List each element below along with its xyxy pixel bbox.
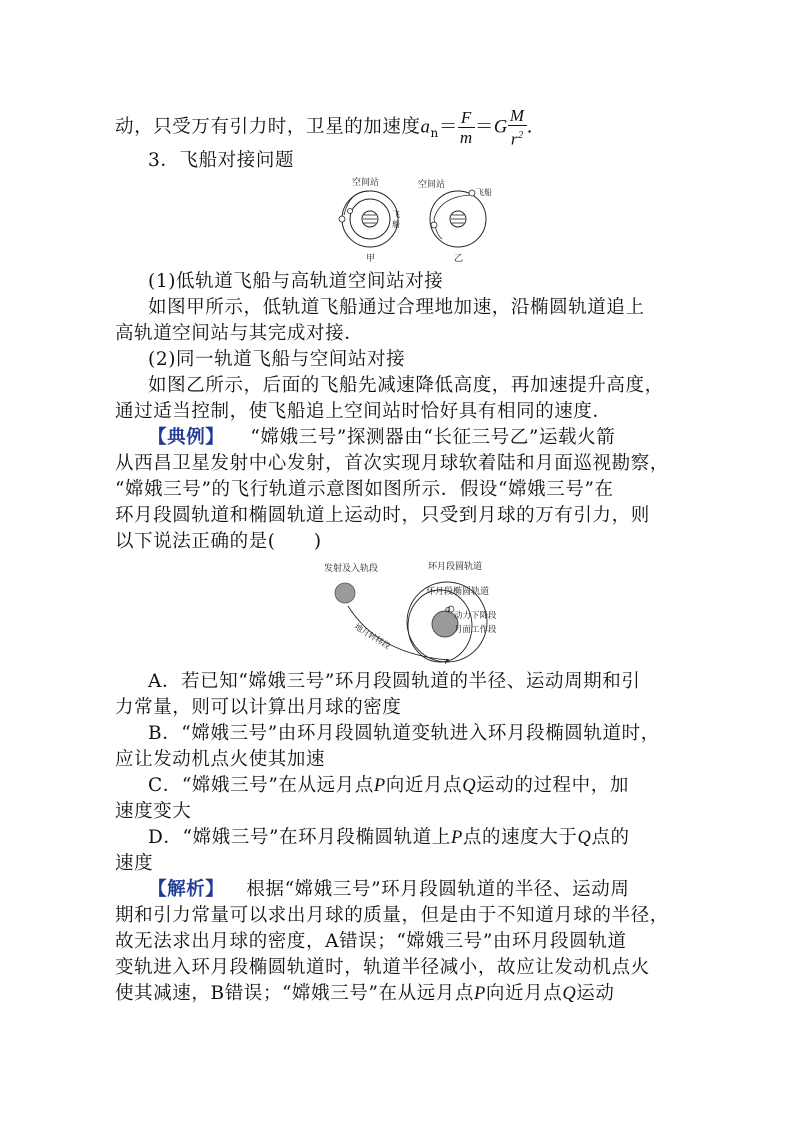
example-line5: 以下说法正确的是( ) [115,531,322,552]
sub1-line2: 高轨道空间站与其完成对接． [115,323,364,344]
optD-Q: Q [577,828,592,848]
optC-b: 向近月点 [385,775,463,796]
symbol-G: G [493,117,508,138]
fraction-F-over-m [458,108,475,147]
surface-label: 月面工作段 [454,625,497,635]
eq1: ＝ [438,116,458,138]
analysis-line1 [148,878,629,902]
option-b-line2: 应让发动机点火使其加速 [115,749,326,770]
option-c-line2: 速度变大 [115,801,192,822]
descent-label: 动力下降段 [454,611,497,621]
frac-F: F [458,108,475,128]
analysis-l1-text: 根据“嫦娥三号”环月段圆轨道的半径、运动周 [246,879,630,900]
optD-P: P [450,828,463,848]
Q-label: Q [445,606,451,614]
frac-M: M [509,106,525,125]
frac-sup: 2 [518,130,524,141]
sub1-title: (1)低轨道飞船与高轨道空间站对接 [148,271,444,292]
ship-label-jia [392,210,400,229]
sub2-line1: 如图乙所示，后面的飞船先减速降低高度，再加速提升高度， [148,375,664,396]
eq2: ＝ [474,116,494,138]
optD-c: 点的 [591,827,630,848]
optD-b: 点的速度大于 [462,827,578,848]
caption-jia: 甲 [366,254,376,264]
analysis-P: P [474,984,486,1004]
frac-r: r [510,129,519,149]
line1-end: . [526,116,534,138]
change3-orbit-figure [318,556,518,666]
symbol-a-sub: n [430,126,439,141]
option-b-line1: B．“嫦娥三号”由环月段圆轨道变轨进入环月段椭圆轨道时， [148,723,660,744]
frac-m: m [459,127,473,147]
analysis-line3: 故无法求出月球的密度，A错误；“嫦娥三号”由环月段圆轨道 [115,931,627,952]
heading-3: 3．飞船对接问题 [148,150,295,171]
analysis-line5 [115,982,615,1006]
symbol-a: a [420,117,431,138]
optC-Q: Q [462,776,477,796]
earth [335,583,355,603]
sub2-title: (2)同一轨道飞船与空间站对接 [148,349,406,370]
ship-label-yi: 飞船 [476,188,492,197]
diagram-jia [339,176,400,264]
ellipse-orbit-label: 环月段椭圆轨道 [426,587,490,597]
option-d-line1 [148,826,630,850]
diagram-yi [418,178,492,264]
ship-char2: 船 [392,220,400,229]
line-formula [115,106,533,149]
analysis-l5-a: 使其减速，B错误；“嫦娥三号”在从远月点 [115,983,475,1004]
analysis-Q: Q [562,984,577,1004]
example-line2: 从西昌卫星发射中心发射，首次实现月球软着陆和月面巡视勘察， [115,453,669,474]
station-label-jia: 空间站 [352,178,380,188]
circle-orbit-label: 环月段圆轨道 [428,562,483,572]
example-line4: 环月段圆轨道和椭圆轨道上运动时，只受到月球的万有引力，则 [115,505,650,526]
optC-c: 运动的过程中，加 [476,775,629,796]
option-d-line2: 速度 [115,853,154,874]
option-c-line1 [148,774,629,798]
analysis-line2: 期和引力常量可以求出月球的质量，但是由于不知道月球的半径， [115,905,669,926]
sub1-line1: 如图甲所示，低轨道飞船通过合理地加速，沿椭圆轨道追上 [148,297,645,318]
transfer-label: 地月转移段 [352,622,392,651]
fraction-M-over-r2 [508,106,527,149]
caption-yi: 乙 [454,254,464,264]
ship-dot-jia [339,216,345,222]
analysis-tag: 【解析】 [148,879,225,900]
station-label-yi: 空间站 [418,180,446,190]
example-line3: “嫦娥三号”的飞行轨道示意图如图所示．假设“嫦娥三号”在 [115,479,614,500]
analysis-l5-c: 运动 [576,983,615,1004]
option-a-line1: A．若已知“嫦娥三号”环月段圆轨道的半径、运动周期和引 [148,671,641,692]
P-label: P [445,658,450,666]
line1-text: 动，只受万有引力时，卫星的加速度 [115,116,421,138]
ship-char1: 飞 [392,210,400,219]
example-line1 [148,426,615,450]
option-a-line2: 力常量，则可以计算出月球的密度 [115,697,402,718]
launch-label: 发射及入轨段 [324,564,379,574]
optC-a: C．“嫦娥三号”在从远月点 [148,775,374,796]
sub2-line2: 通过适当控制，使飞船追上空间站时恰好具有相同的速度． [115,401,612,422]
optC-P: P [373,776,386,796]
analysis-line4: 变轨进入环月段椭圆轨道时，轨道半径减小，故应让发动机点火 [115,957,650,978]
analysis-l5-b: 向近月点 [485,983,563,1004]
example-tag: 【典例】 [148,427,225,448]
optD-a: D．“嫦娥三号”在环月段椭圆轨道上 [148,827,451,848]
example-l1-text: “嫦娥三号”探测器由“长征三号乙”运载火箭 [250,427,616,448]
docking-figure [330,175,510,265]
frac-r2 [508,126,527,149]
